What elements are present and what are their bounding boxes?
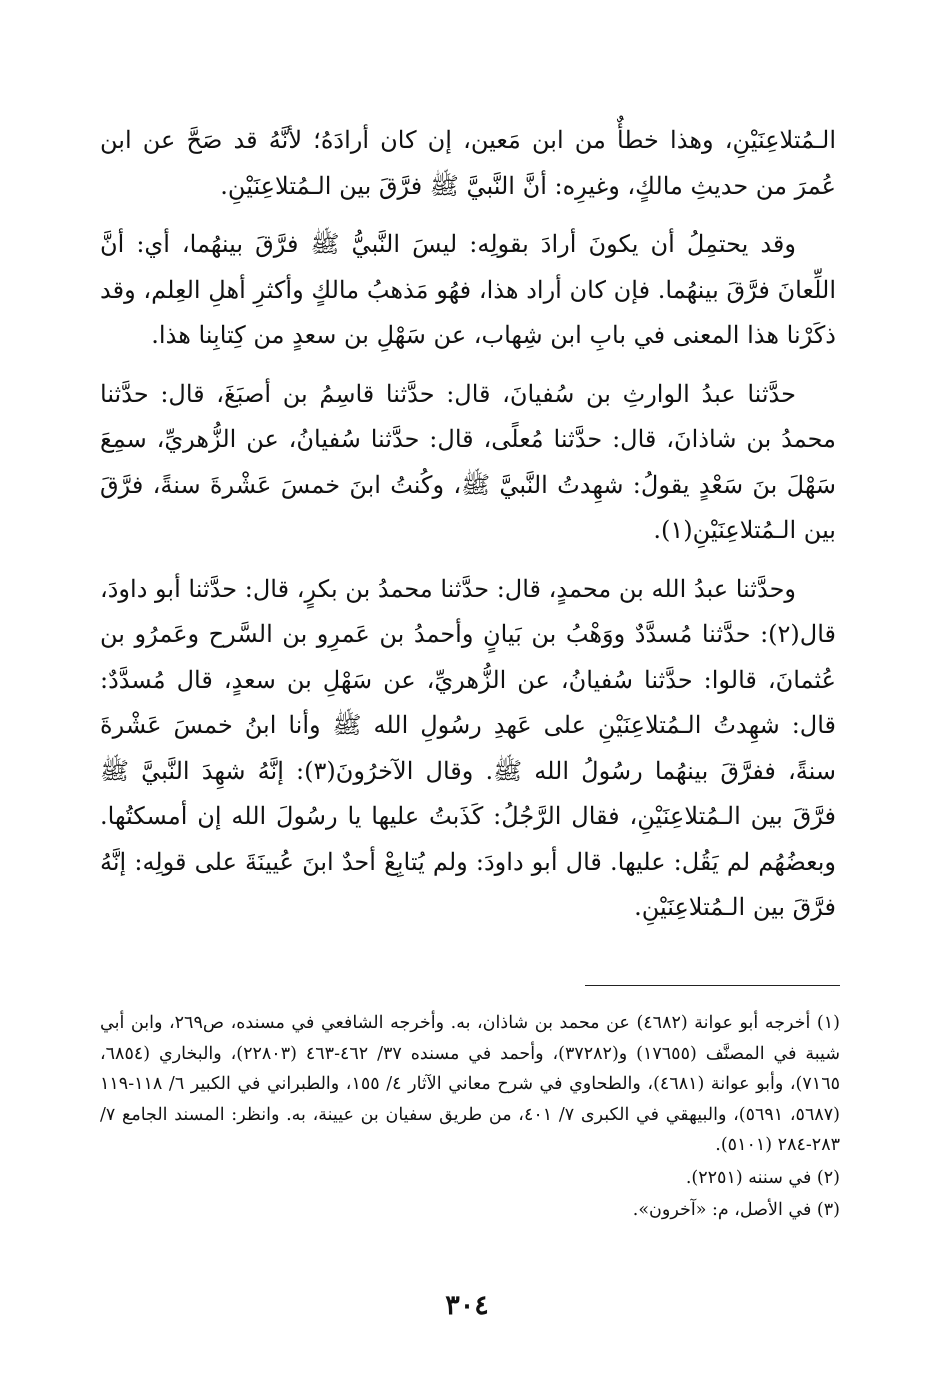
main-text: [100, 118, 836, 944]
footnote-divider: [585, 985, 840, 986]
paragraph-4: وحدَّثنا عبدُ الله بن محمدٍ، قال: حدَّثنا محمدُ بن بكرٍ، قال: حدَّثنا أبو داودَ، قال(٢): حدَّثنا مُسدَّدٌ ووَهْبُ بن بَيانٍ وأحمدُ بن عَمرِو بن السَّرح وعَمرُو بن عُثمانَ، قالوا: حدَّثنا سُفيانُ، عن الزُّهريِّ، عن سَهْلِ بن سعدٍ، قال مُسدَّدٌ: قال: شهِدتُ الـمُتلاعِنَيْنِ على عَهدِ رسُولِ الله ﷺ وأنا ابنُ خمسَ عَشْرةَ سنةً، ففرَّقَ بينهُما رسُولُ الله ﷺ. وقال الآخرُونَ(٣): إنَّهُ شهِدَ النَّبيَّ ﷺ فرَّقَ بين الـمُتلاعِنَيْنِ، فقال الرَّجُلُ: كَذَبتُ عليها يا رسُولَ الله إن أمسكتُها. وبعضُهُم لم يَقُل: عليها. قال أبو داودَ: ولم يُتابِعْ أحدٌ ابنَ عُيينَةَ على قولِه: إنَّهُ فرَّقَ بين الـمُتلاعِنَيْنِ.: [100, 574, 836, 921]
page-number: ٣٠٤: [445, 1290, 489, 1321]
footnote-2: (٢) في سننه (٢٢٥١).: [685, 1167, 840, 1188]
footnote-3: (٣) في الأصل، م: «آخرون».: [632, 1200, 840, 1220]
paragraph-2: وقد يحتمِلُ أن يكونَ أرادَ بقولِه: ليسَ النَّبيُّ ﷺ فرَّقَ بينهُما، أي: أنَّ اللِّعانَ فرَّقَ بينهُما. فإن كان أراد هذا، فهُو مَذهبُ مالكٍ وأكثرِ أهلِ العِلم، وقد ذكَرْنا هذا المعنى في بابِ ابن شِهاب، عن سَهْلِ بن سعدٍ من كِتابِنا هذا.: [100, 230, 836, 349]
paragraph-3: حدَّثنا عبدُ الوارثِ بن سُفيانَ، قال: حدَّثنا قاسِمُ بن أصبَغَ، قال: حدَّثنا محمدُ بن شاذانَ، قال: حدَّثنا مُعلًى، قال: حدَّثنا سُفيانُ، عن الزُّهريِّ، سمِعَ سَهْلَ بنَ سَعْدٍ يقولُ: شهِدتُ النَّبيَّ ﷺ، وكُنتُ ابنَ خمسَ عَشْرةَ سنةً، فرَّقَ بين الـمُتلاعِنَيْنِ(١).: [100, 379, 836, 544]
footnotes: [100, 1008, 840, 1228]
footnote-1: (١) أخرجه أبو عوانة (٤٦٨٢) عن محمد بن شاذان، به. وأخرجه الشافعي في مسنده، ص٢٦٩، وابن أبي شيبة في المصنَّف (١٧٦٥٥) و(٣٧٢٨٢)، وأحمد في مسنده ٣٧/ ٤٦٢-٤٦٣ (٢٢٨٠٣)، والبخاري (٦٨٥٤، ٧١٦٥)، وأبو عوانة (٤٦٨١)، والطحاوي في شرح معاني الآثار ٤/ ١٥٥، والطبراني في الكبير ٦/ ١١٨-١١٩ (٥٦٨٧، ٥٦٩١)، والبيهقي في الكبرى ٧/ ٤٠١، من طريق سفيان بن عيينة، به. وانظر: المسند الجامع ٧/ ٢٨٣-٢٨٤ (٥١٠١).: [100, 1013, 840, 1155]
paragraph-1: الـمُتلاعِنَيْنِ، وهذا خطأٌ من ابن مَعين، إن كان أرادَهُ؛ لأنَّهُ قد صَحَّ عن ابن عُمرَ من حديثِ مالكٍ، وغيرِه: أنَّ النَّبيَّ ﷺ فرَّقَ بين الـمُتلاعِنَيْنِ.: [100, 126, 836, 200]
